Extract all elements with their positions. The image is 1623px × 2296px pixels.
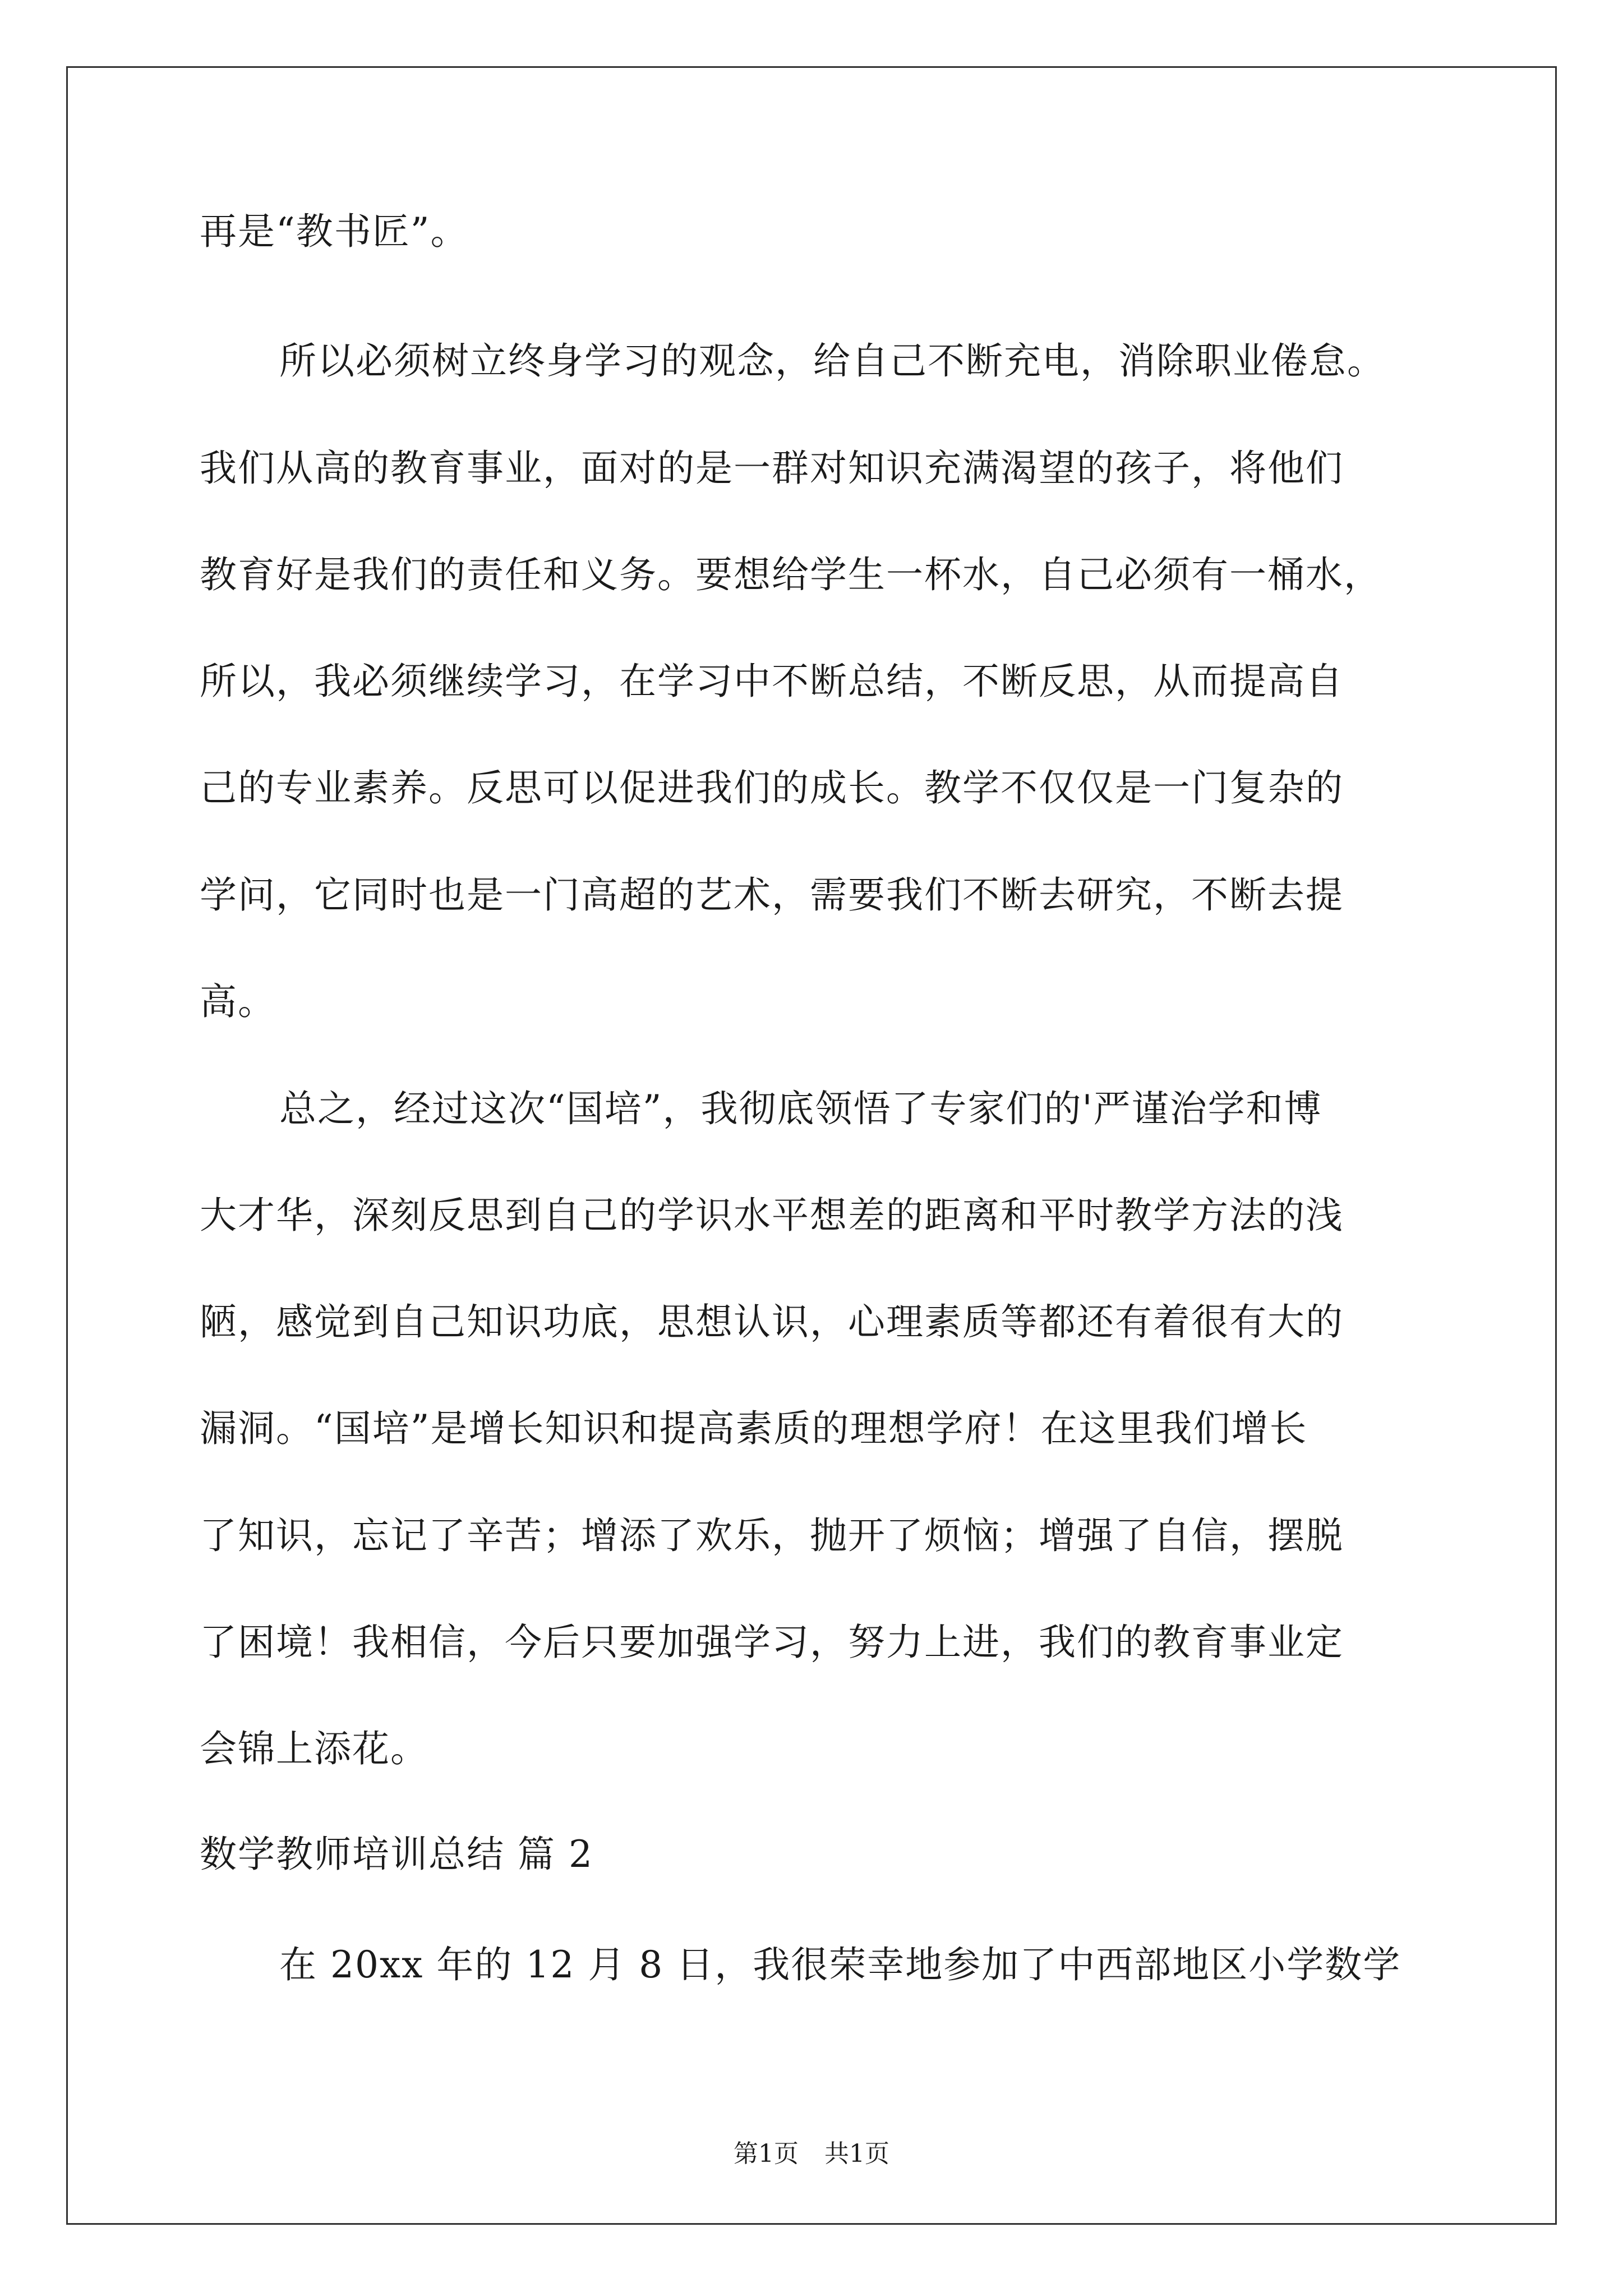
page-border: [66, 66, 1557, 2225]
text-line: 大才华，深刻反思到自己的学识水平想差的距离和平时教学方法的浅: [200, 1194, 1344, 1237]
page-total: 共1页: [824, 2139, 889, 2168]
text-line: 所以，我必须继续学习，在学习中不断总结，不断反思，从而提高自: [200, 660, 1344, 703]
text-line: 再是“教书匠”。: [200, 210, 469, 253]
text-line: 陋，感觉到自己知识功底，思想认识，心理素质等都还有着很有大的: [200, 1300, 1344, 1343]
paragraph-start-line: 在 20xx 年的 12 月 8 日，我很荣幸地参加了中西部地区小学数学: [279, 1943, 1401, 1986]
text-line: 我们从高的教育事业，面对的是一群对知识充满渴望的孩子，将他们: [200, 447, 1344, 490]
text-line: 高。: [200, 980, 276, 1023]
text-line: 学问，它同时也是一门高超的艺术，需要我们不断去研究，不断去提: [200, 873, 1344, 917]
text-line: 漏洞。“国培”是增长知识和提高素质的理想学府！在这里我们增长: [200, 1407, 1308, 1450]
text-line: 己的专业素养。反思可以促进我们的成长。教学不仅仅是一门复杂的: [200, 766, 1344, 809]
paragraph-start-line: 所以必须树立终身学习的观念，给自己不断充电，消除职业倦怠。: [279, 339, 1385, 383]
text-line: 教育好是我们的责任和义务。要想给学生一杯水，自己必须有一桶水，: [200, 553, 1382, 596]
text-line: 了知识，忘记了辛苦；增添了欢乐，抛开了烦恼；增强了自信，摆脱: [200, 1514, 1344, 1557]
text-line: 会锦上添花。: [200, 1727, 428, 1770]
paragraph-start-line: 总之，经过这次“国培”，我彻底领悟了专家们的'严谨治学和博: [279, 1087, 1322, 1130]
section-heading: 数学教师培训总结 篇 2: [200, 1833, 593, 1876]
page-footer: [0, 2138, 1623, 2170]
text-line: 了困境！我相信，今后只要加强学习，努力上进，我们的教育事业定: [200, 1621, 1344, 1664]
page-number: 第1页: [734, 2139, 799, 2168]
